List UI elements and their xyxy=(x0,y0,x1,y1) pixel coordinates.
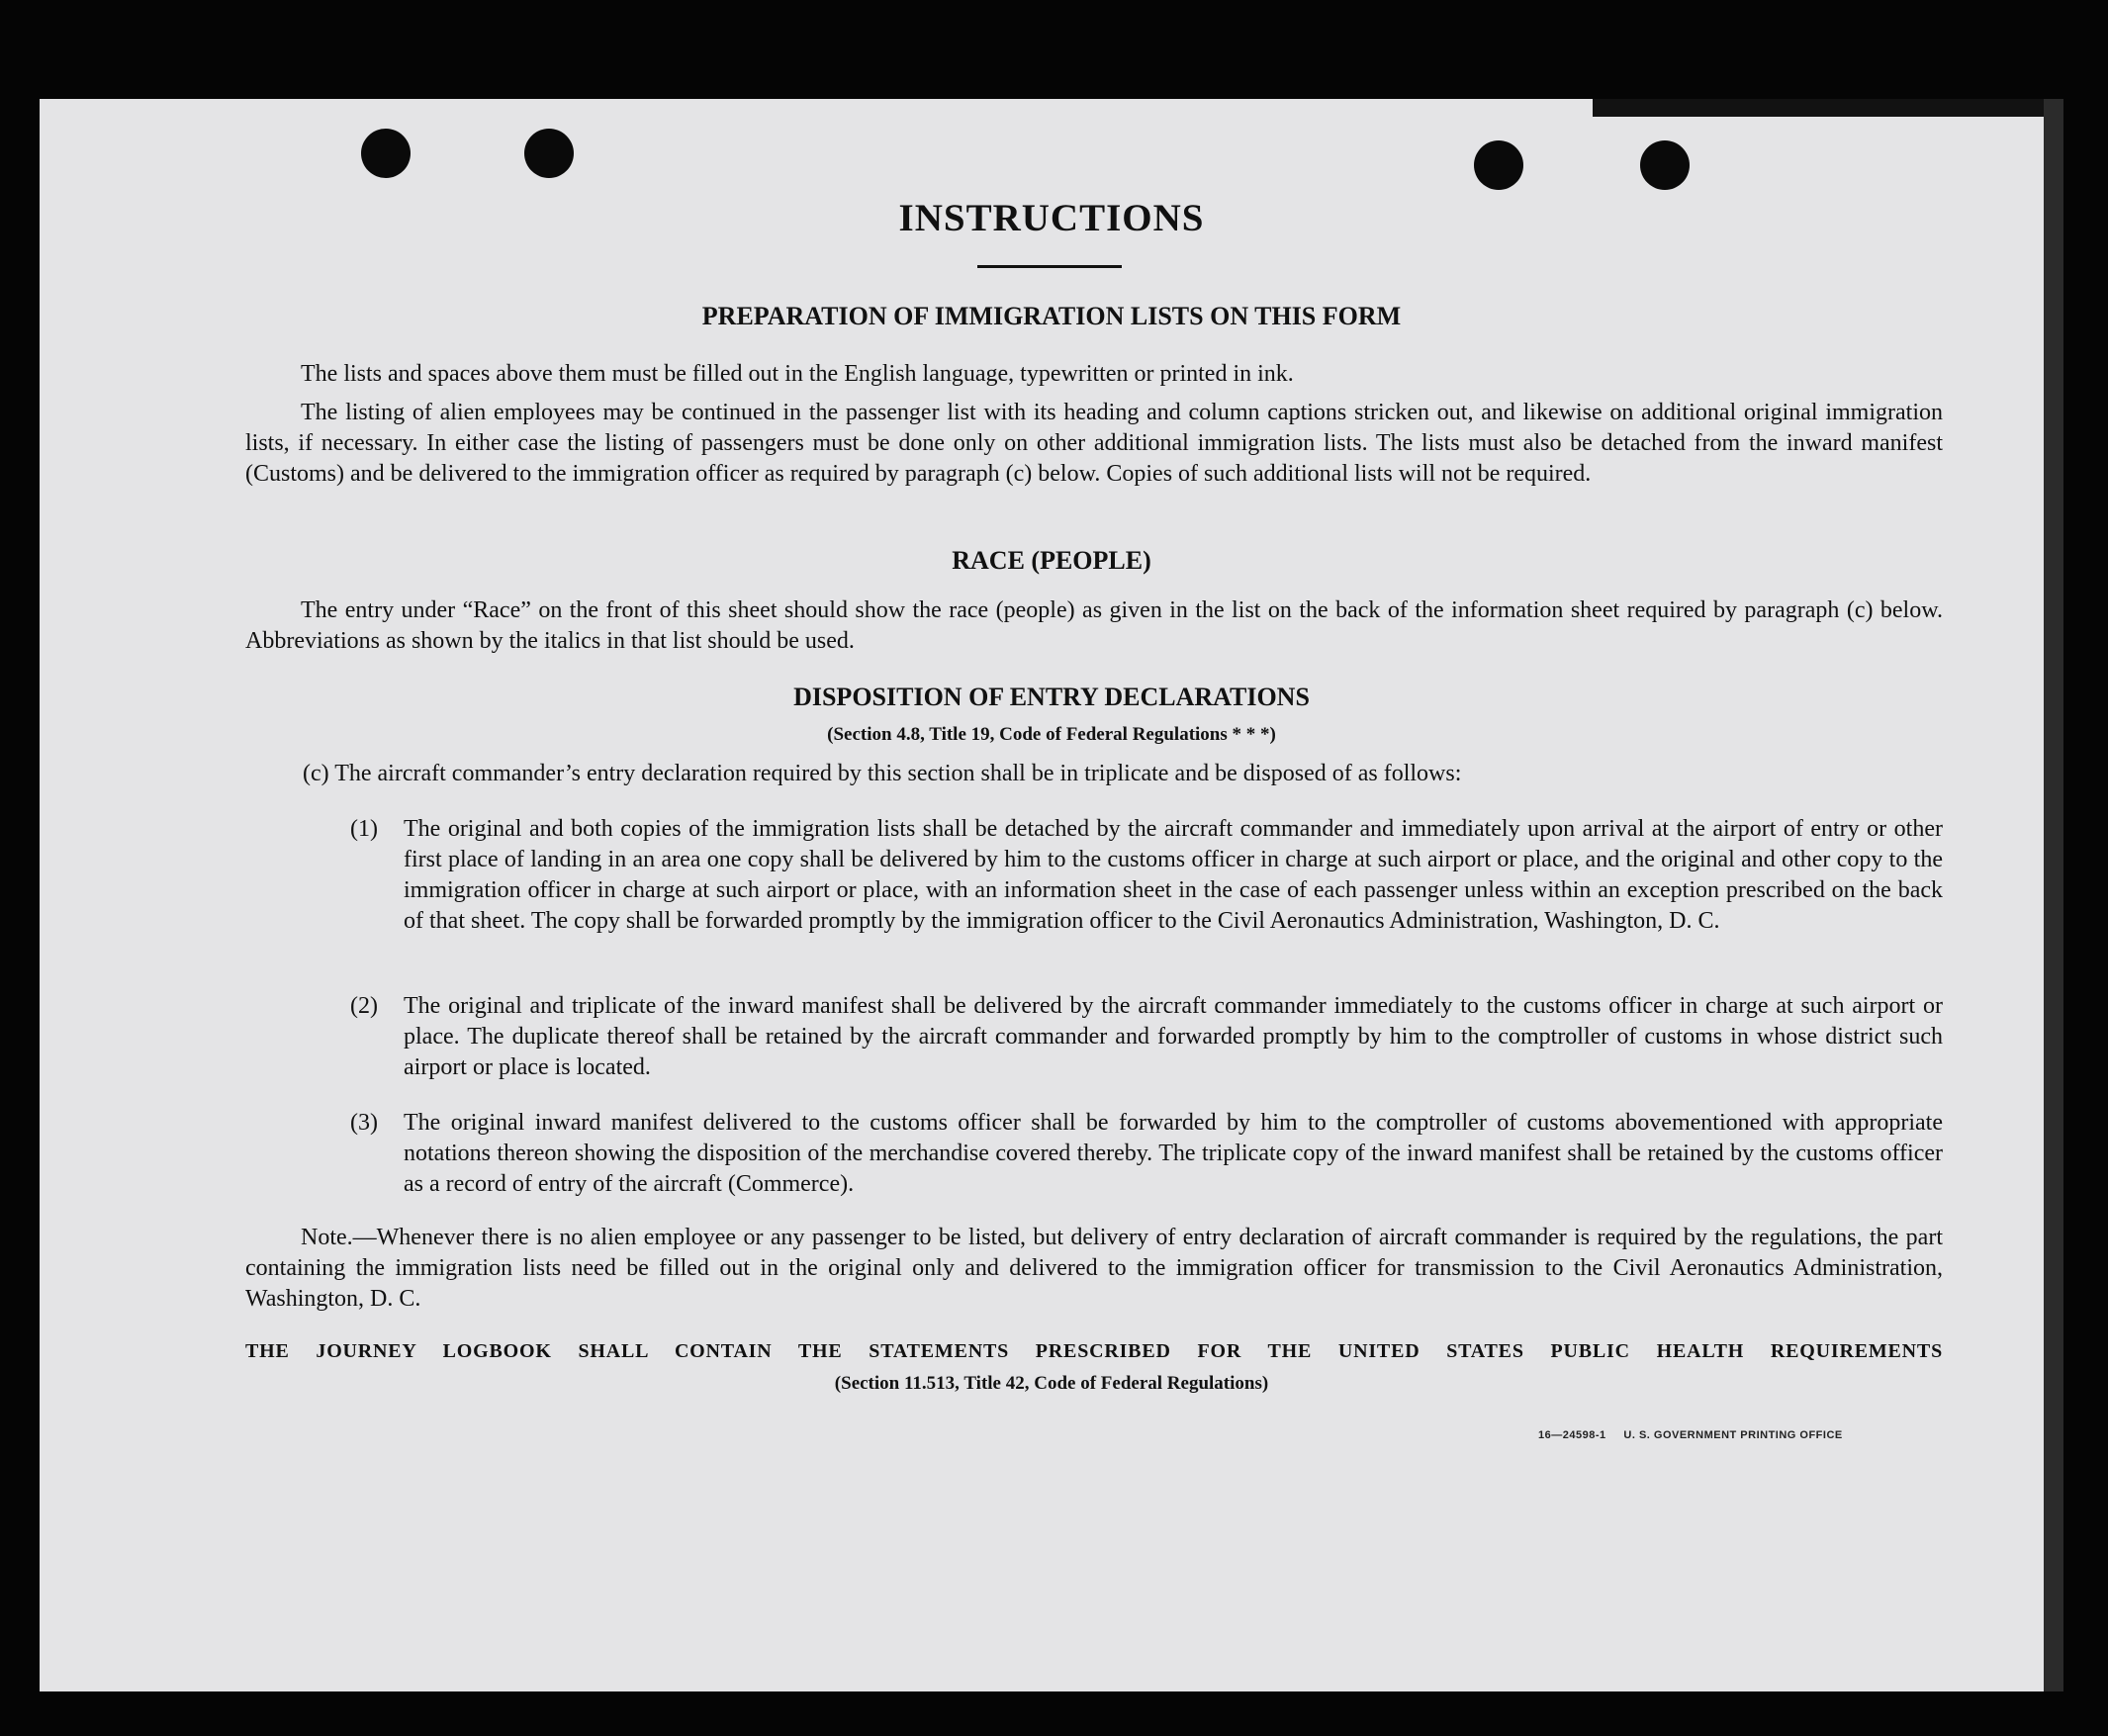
item-2-number: (2) xyxy=(350,993,378,1019)
item-2-text: The original and triplicate of the inward manifest shall be delivered by the aircraft commander immediately to the customs officer in charge at such airport or place. The duplicate thereof shall be retained by the aircraft commander and forwarded promptly by him to the comptroller of customs in whose district such airport or place is located. xyxy=(404,993,1943,1080)
item-1-text: The original and both copies of the immigration lists shall be detached by the aircraft commander and immediately upon arrival at the airport of entry or other first place of landing in an area one copy shall be delivered by him to the customs officer in charge at such airport or place, and the original and other copy to the immigration officer in charge at such airport or place, with an information sheet in the case of each passenger unless within an exception prescribed on the back of that sheet. The copy shall be forwarded promptly by the immigration officer to the Civil Aeronautics Administration, Washington, D. C. xyxy=(404,816,1943,934)
race-heading: RACE (PEOPLE) xyxy=(952,546,1151,575)
preparation-heading: PREPARATION OF IMMIGRATION LISTS ON THIS FORM xyxy=(701,302,1402,330)
note-paragraph: Note.—Whenever there is no alien employee or any passenger to be listed, but delivery of entry declaration of aircraft commander is required by the regulations, the part containing the immigration lists need be filled out in the original only and delivered to the immigration officer for transmission to the Civil Aeronautics Administration, Washington, D. C. xyxy=(245,1225,1943,1312)
disposition-intro: (c) The aircraft commander’s entry declaration required by this section shall be in triplicate and be disposed of as follows: xyxy=(303,761,1462,786)
punch-hole-3 xyxy=(1474,140,1523,190)
item-3-number: (3) xyxy=(350,1110,378,1136)
punch-hole-1 xyxy=(361,129,411,178)
item-1-number: (1) xyxy=(350,816,378,842)
form-number: 16—24598-1 xyxy=(1538,1429,1606,1441)
scan-edge-strip xyxy=(1593,99,2048,117)
preparation-paragraph-2: The listing of alien employees may be continued in the passenger list with its heading and column captions stricken out, and likewise on additional original immigration lists, if necessary. In either case the listing of passengers must be done only on other additional immigration lists. The lists must also be detached from the inward manifest (Customs) and be delivered to the immigration officer as required by paragraph (c) below. Copies of such additional lists will not be required. xyxy=(245,400,1943,487)
punch-hole-2 xyxy=(524,129,574,178)
disposition-heading: DISPOSITION OF ENTRY DECLARATIONS xyxy=(793,683,1310,711)
printer-imprint xyxy=(1538,1429,1843,1441)
printer-name: U. S. GOVERNMENT PRINTING OFFICE xyxy=(1623,1429,1843,1441)
document-page xyxy=(40,99,2063,1691)
item-3-text: The original inward manifest delivered to the customs officer shall be forwarded by him to the comptroller of customs abovementioned with appropriate notations thereon showing the disposition of the merchandise covered thereby. The triplicate copy of the inward manifest shall be retained by the customs officer as a record of entry of the aircraft (Commerce). xyxy=(404,1110,1943,1197)
title-underline xyxy=(977,265,1122,268)
logbook-statement: THE JOURNEY LOGBOOK SHALL CONTAIN THE STATEMENTS PRESCRIBED FOR THE UNITED STATES PUBLIC HEALTH REQUIREMENTS xyxy=(245,1340,1943,1362)
scan-edge-right xyxy=(2044,99,2063,1691)
preparation-paragraph-1: The lists and spaces above them must be filled out in the English language, typewritten or printed in ink. xyxy=(301,361,1294,387)
disposition-citation: (Section 4.8, Title 19, Code of Federal Regulations * * *) xyxy=(827,724,1276,745)
page-title: INSTRUCTIONS xyxy=(898,197,1205,239)
race-paragraph: The entry under “Race” on the front of this sheet should show the race (people) as given in the list on the back of the information sheet required by paragraph (c) below. Abbreviations as shown by the italics in that list should be used. xyxy=(245,597,1943,654)
punch-hole-4 xyxy=(1640,140,1690,190)
logbook-citation: (Section 11.513, Title 42, Code of Federal Regulations) xyxy=(834,1373,1269,1394)
